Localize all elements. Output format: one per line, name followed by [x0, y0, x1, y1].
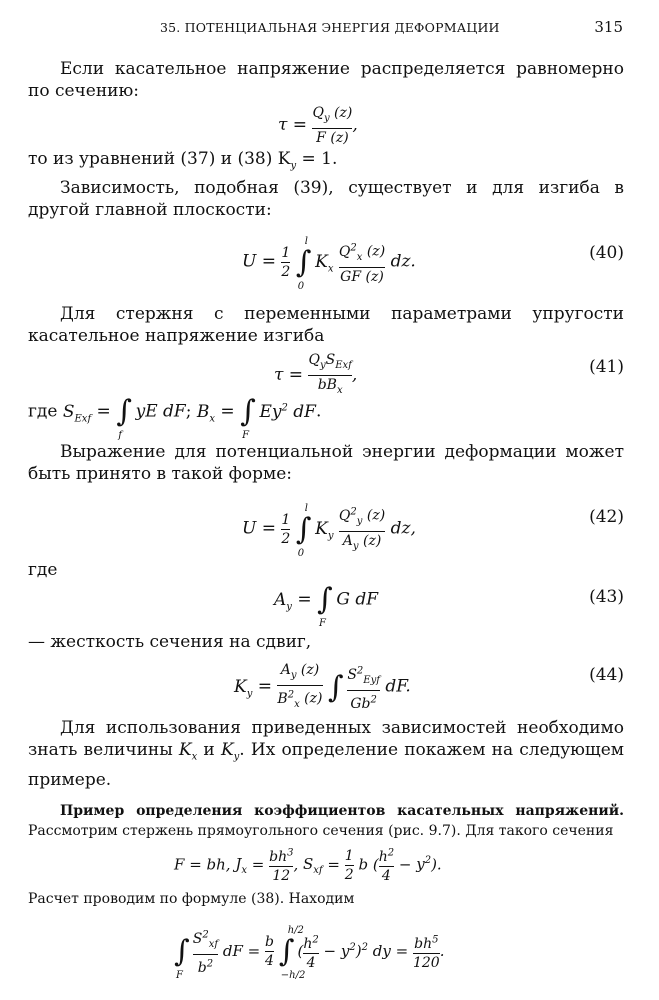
paragraph-9: Для использования приведенных зависимостей необходимо знать величины $K_x$ и $K_y$. Их определение покажем на следующем примере. [28, 718, 625, 790]
paragraph-3: Зависимость, подобная (39), существует и для изгиба в другой главной плоскости: [28, 178, 624, 221]
equation-rect: F = bh, $J_x$ = $\frac{bh^3}{12}$ , $S_{xf}$ = $\frac{1}{2}$ b ( $\frac{h^2}{4}$ − $y^2$). [174, 847, 442, 885]
equation-number-41: (41) [589, 357, 624, 378]
paragraph-2: то из уравнений (37) и (38) $K_y = 1$. [28, 149, 338, 172]
running-header [0, 16, 659, 40]
equation-number-42: (42) [589, 507, 624, 528]
equation-tau: τ = $\frac{Q_y (z)}{F (z)}$ , [278, 105, 358, 146]
calc-paragraph: Расчет проводим по формуле (38). Находим [28, 890, 355, 907]
header-title: 35. ПОТЕНЦИАЛЬНАЯ ЭНЕРГИЯ ДЕФОРМАЦИИ [160, 20, 500, 35]
equation-sexf: где $S_{Exf}$ = ∫ f yE dF; $B_x$ = ∫ F Ey$^2$ dF. [28, 394, 322, 442]
equation-number-40: (40) [589, 243, 624, 264]
paragraph-7: где [28, 560, 58, 581]
equation-42: U = $\frac{1}{2}$ l ∫ 0 $K_y$ $\frac{Q^2_y (z)}{A_y (z)}$ dz, (42) [242, 502, 624, 559]
page-body [28, 58, 624, 985]
equation-number-43: (43) [589, 587, 624, 608]
equation-40: U = $\frac{1}{2}$ l ∫ 0 $K_x$ $\frac{Q^2_x (z)}{GF (z)}$ dz. (40) [242, 235, 624, 292]
example-paragraph: Пример определения коэффициентов касательных напряжений. Рассмотрим стержень прямоугольного сечения (рис. 9.7). Для такого сечения [28, 802, 624, 839]
equation-final: ∫ F $\frac{S^2_{xf}}{b^2}$ dF = $\frac{b}{4}$ h/2 ∫ −h/2 ( $\frac{h^2}{4}$ − $y^2)^2$ dy = $\frac{bh^5}{120}$ . [174, 924, 445, 981]
equation-44: $K_y$ = $\frac{A_y (z)}{B^2_x (z)}$ ∫ $\frac{S^2_{Eyf}}{Gb^2}$ dF. (44) [28, 653, 624, 713]
page-number: 315 [594, 18, 623, 36]
equation-43: $A_y$ = ∫ F G dF (43) [274, 582, 624, 630]
equation-number-44: (44) [589, 665, 624, 686]
paragraph-8: — жесткость сечения на сдвиг, [28, 632, 312, 653]
paragraph-6: Выражение для потенциальной энергии деформации может быть принято в такой форме: [28, 442, 624, 485]
paragraph-1: Если касательное напряжение распределяется равномерно по сечению: [28, 59, 624, 101]
equation-41: τ = $\frac{Q_yS_{Exf}}{bB_x}$ , (41) [28, 347, 624, 395]
paragraph-4: Для стержня с переменными параметрами упругости касательное напряжение изгиба [28, 304, 624, 347]
